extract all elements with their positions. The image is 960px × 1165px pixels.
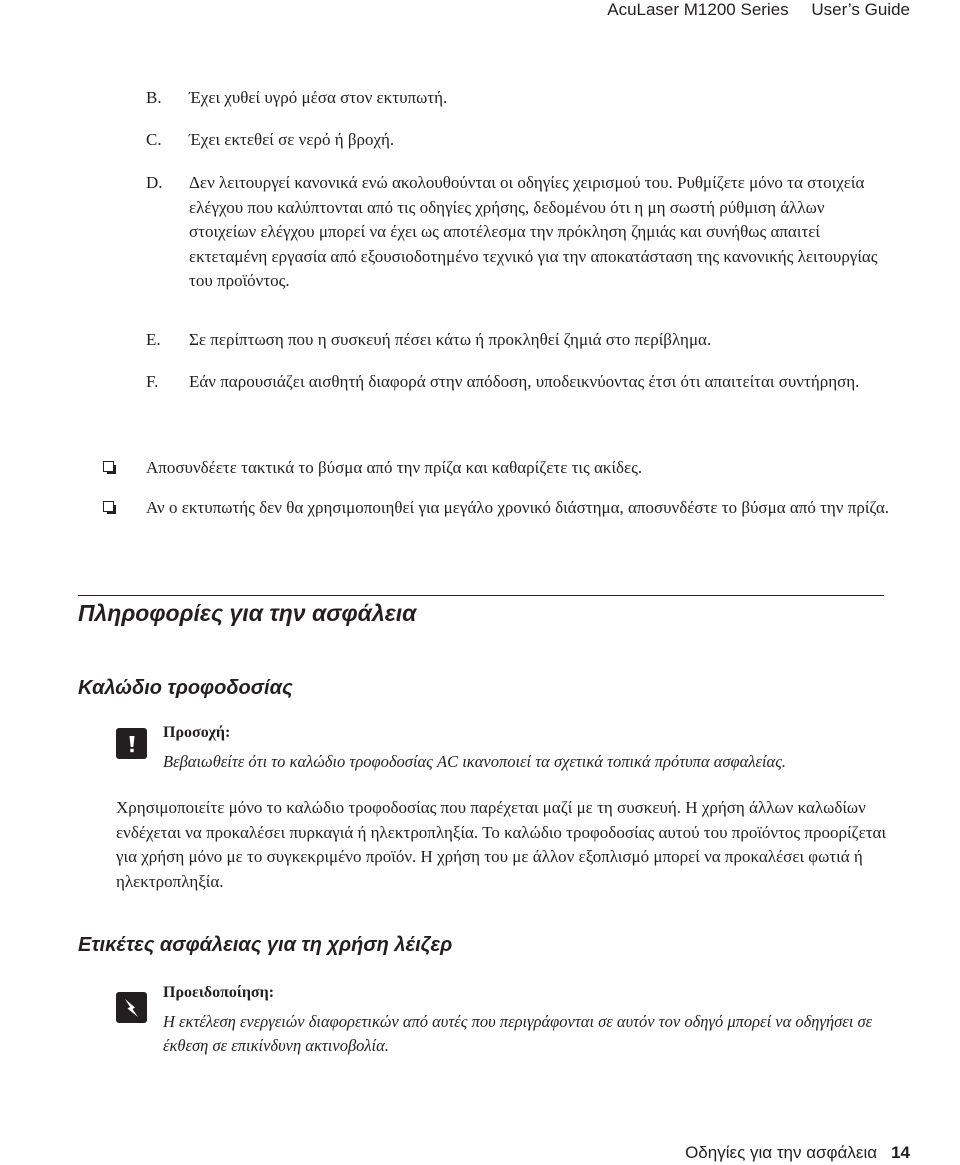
list-item-text: Σε περίπτωση που η συσκευή πέσει κάτω ή προκληθεί ζημιά στο περίβλημα. (189, 330, 712, 349)
running-footer (685, 1143, 910, 1163)
list-item-text: Εάν παρουσιάζει αισθητή διαφορά στην απόδοση, υποδεικνύοντας έτσι ότι απαιτείται συντήρηση. (189, 372, 860, 391)
footer-section: Οδηγίες για την ασφάλεια (685, 1143, 878, 1162)
list-item-label: E. (146, 330, 161, 349)
checkbox-bullet-icon (103, 501, 114, 512)
list-item-label: D. (146, 173, 163, 192)
warning-text: Η εκτέλεση ενεργειών διαφορετικών από αυτές που περιγράφονται σε αυτόν τον οδηγό μπορεί να οδηγήσει σε έκθεση σε επικίνδυνη ακτινοβολία. (163, 1012, 873, 1055)
section-divider (78, 595, 884, 596)
caution-text: Βεβαιωθείτε ότι το καλώδιο τροφοδοσίας AC ικανοποιεί τα σχετικά τοπικά πρότυπα ασφαλείας. (163, 752, 787, 771)
power-cord-paragraph: Χρησιμοποιείτε μόνο το καλώδιο τροφοδοσίας που παρέχεται μαζί με τη συσκευή. Η χρήση άλλων καλωδίων ενδέχεται να προκαλέσει πυρκαγιά ή ηλεκτροπληξία. Το καλώδιο τροφοδοσίας αυτού του προϊόντος προορίζεται για χρήση μόνο με το συγκεκριμένο προϊόν. Η χρήση του με άλλον εξοπλισμό μπορεί να προκαλέσει φωτιά ή ηλεκτροπληξία. (116, 798, 887, 891)
warning-title: Προειδοποίηση: (163, 984, 275, 1001)
section-title: Πληροφορίες για την ασφάλεια (78, 600, 417, 626)
caution-title: Προσοχή: (163, 724, 231, 741)
lightning-icon (116, 992, 147, 1023)
checkbox-bullet-icon (103, 461, 114, 472)
list-item-label: C. (146, 130, 162, 149)
list-item-text: Έχει χυθεί υγρό μέσα στον εκτυπωτή. (189, 88, 448, 107)
power-cord-heading: Καλώδιο τροφοδοσίας (78, 677, 293, 699)
header-product: AcuLaser M1200 Series (607, 0, 789, 19)
list-item-label: B. (146, 88, 162, 107)
exclamation-icon (116, 728, 147, 759)
list-item-text: Δεν λειτουργεί κανονικά ενώ ακολουθούνται οι οδηγίες χειρισμού του. Ρυθμίζετε μόνο τα στοιχεία ελέγχου που καλύπτονται από τις οδηγίες χρήσης, δεδομένου ότι η μη σωστή ρύθμιση άλλων στοιχείων ελέγχου μπορεί να έχει ως αποτέλεσμα την πρόκληση ζημιάς και συνήθως απαιτεί εκτεταμένη εργασία από εξουσιοδοτημένο τεχνικό για την αποκατάσταση της κανονικής λειτουργίας του προϊόντος. (189, 173, 878, 290)
page-number: 14 (891, 1143, 910, 1162)
bullet-text: Αν ο εκτυπωτής δεν θα χρησιμοποιηθεί για μεγάλο χρονικό διάστημα, αποσυνδέστε το βύσμα από την πρίζα. (146, 498, 889, 517)
list-item-label: F. (146, 372, 159, 391)
bullet-text: Αποσυνδέετε τακτικά το βύσμα από την πρίζα και καθαρίζετε τις ακίδες. (146, 458, 643, 477)
running-header (607, 0, 910, 20)
laser-heading: Ετικέτες ασφάλειας για τη χρήση λέιζερ (78, 934, 453, 956)
header-guide: User’s Guide (811, 0, 910, 19)
list-item-text: Έχει εκτεθεί σε νερό ή βροχή. (189, 130, 395, 149)
